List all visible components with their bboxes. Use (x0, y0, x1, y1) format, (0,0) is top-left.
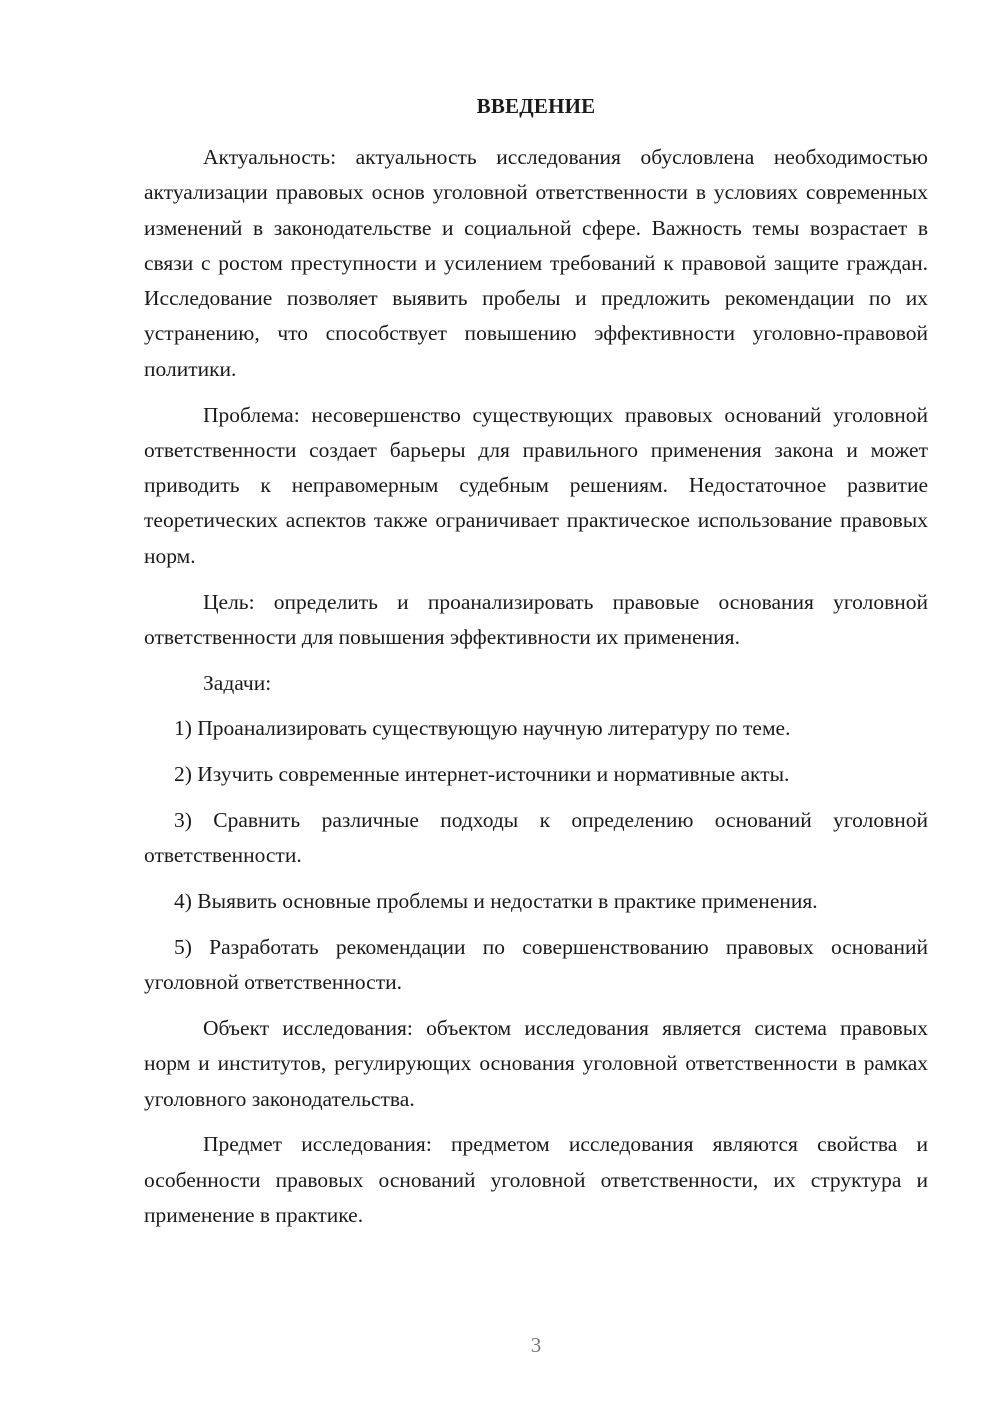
paragraph-goal: Цель: определить и проанализировать правовые основания уголовной ответственности для повышения эффективности их применения. (144, 589, 928, 649)
tasks-heading: Задачи: (203, 670, 272, 695)
page-number: 3 (530, 1333, 542, 1357)
paragraph-subject: Предмет исследования: предметом исследования являются свойства и особенности правовых оснований уголовной ответственности, их структура и применение в практике. (144, 1132, 928, 1228)
task-item-5: 5) Разработать рекомендации по совершенствованию правовых оснований уголовной ответственности. (144, 934, 928, 995)
task-item-1: 1) Проанализировать существующую научную литературу по теме. (174, 716, 791, 741)
paragraph-object: Объект исследования: объектом исследования является система правовых норм и институтов, регулирующих основания уголовной ответственности в рамках уголовного законодательства. (144, 1016, 928, 1111)
paragraph-relevance: Актуальность: актуальность исследования обусловлена необходимостью актуализации правовых основ уголовной ответственности в условиях современных изменений в законодательстве и социальной сфере. Важность темы возрастает в связи с ростом преступности и усилением требований к правовой защите граждан. Исследование позволяет выявить пробелы и предложить рекомендации по их устранению, что способствует повышению эффективности уголовно-правовой политики. (144, 145, 928, 381)
task-item-3: 3) Сравнить различные подходы к определению оснований уголовной ответственности. (144, 808, 928, 868)
task-item-2: 2) Изучить современные интернет-источники и нормативные акты. (174, 762, 790, 787)
paragraph-problem: Проблема: несовершенство существующих правовых оснований уголовной ответственности создает барьеры для правильного применения закона и может приводить к неправомерным судебным решениям. Недостаточное развитие теоретических аспектов также ограничивает практическое использование правовых норм. (144, 402, 928, 568)
document-body (144, 140, 928, 1244)
section-heading: ВВЕДЕНИЕ (476, 94, 596, 118)
task-item-4: 4) Выявить основные проблемы и недостатки в практике применения. (174, 889, 818, 914)
